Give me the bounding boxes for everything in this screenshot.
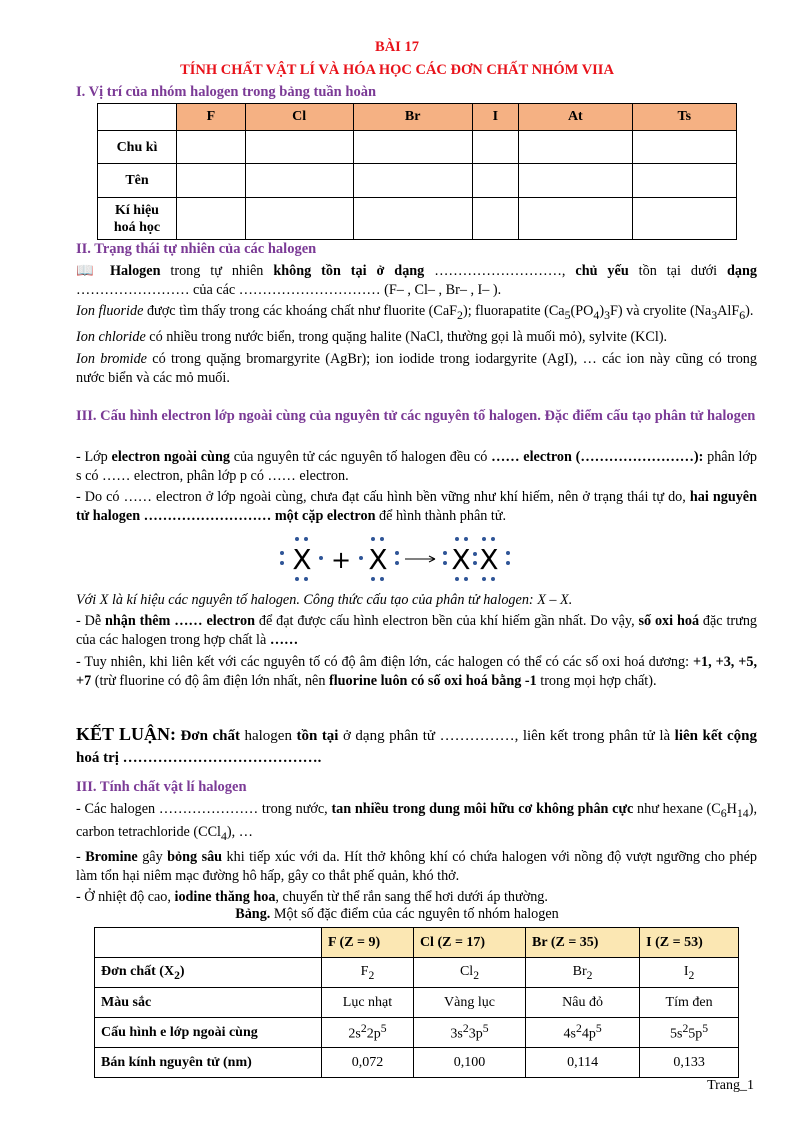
- lewis-plus: +: [330, 546, 352, 574]
- table2-cell: 0,100: [413, 1048, 525, 1078]
- table1-col-f: F: [177, 104, 246, 131]
- conclusion-label: KẾT LUẬN:: [76, 724, 176, 744]
- table1-cell[interactable]: [353, 131, 472, 164]
- table1-col-at: At: [519, 104, 632, 131]
- book-icon: 📖: [76, 263, 101, 279]
- section3-para-4: - Tuy nhiên, khi liên kết với các nguyên tố có độ âm điện lớn, các halogen có thể có các số oxi hoá dương: +1, +3, +5, +7 (trừ fluorine có độ âm điện lớn nhất, nên fluorine luôn có số oxi hoá bằng -1 trong mọi hợp chất).: [76, 654, 757, 689]
- section2-heading: II. Trạng thái tự nhiên của các halogen: [76, 241, 317, 257]
- table2-col-br: Br (Z = 35): [526, 928, 640, 958]
- table1-cell[interactable]: [245, 131, 353, 164]
- periodic-position-table: [97, 103, 737, 240]
- table-row: [95, 1018, 739, 1048]
- table1-cell[interactable]: [353, 164, 472, 198]
- table1-cell[interactable]: [632, 131, 736, 164]
- section2-para-4: Ion bromide có trong quặng bromargyrite (AgBr); ion iodide trong iodargyrite (AgI), … các ion này cũng có trong nước biển và các mỏ muối.: [76, 350, 757, 386]
- row-label-config: Cấu hình e lớp ngoài cùng: [95, 1018, 322, 1048]
- table1-col-i: I: [472, 104, 518, 131]
- structure-note: Với X là kí hiệu các nguyên tố halogen. Công thức cấu tạo của phân tử halogen: X – X.: [76, 592, 573, 608]
- table2-col-i: I (Z = 53): [640, 928, 739, 958]
- table1-row-name: Tên: [98, 164, 177, 198]
- table2-cell: $I_2$: [640, 958, 739, 988]
- section2-para-3: Ion chloride có nhiều trong nước biển, trong quặng halite (NaCl, thường gọi là muối mỏ), sylvite (KCl).: [76, 328, 668, 345]
- table1-cell[interactable]: [177, 131, 246, 164]
- table1-row-symbol: Kí hiệu hoá học: [98, 198, 177, 240]
- table1-cell[interactable]: [245, 198, 353, 240]
- section3-heading: III. Cấu hình electron lớp ngoài cùng của nguyên tử các nguyên tố halogen. Đặc điểm cấu tạo phân tử halogen: [76, 408, 756, 424]
- table1-col-br: Br: [353, 104, 472, 131]
- table1-cell[interactable]: [177, 164, 246, 198]
- table2-cell: $2s^22p^5$: [322, 1018, 414, 1048]
- lewis-svg: [277, 535, 517, 583]
- table1-row-period: Chu kì: [98, 131, 177, 164]
- electron-dots: [280, 537, 510, 581]
- table1-col-cl: Cl: [245, 104, 353, 131]
- section3-body-2: [76, 591, 757, 691]
- table2-col-cl: Cl (Z = 17): [413, 928, 525, 958]
- table2-corner: [95, 928, 322, 958]
- section4-para-2: - Bromine gây bỏng sâu khi tiếp xúc với da. Hít thở không khí có chứa halogen với nồng độ vượt ngưỡng cho phép làm tổn hại niêm mạc đường hô hấp, gây co thắt phế quản, khó thở.: [76, 848, 757, 884]
- table-row: [95, 988, 739, 1018]
- table2-cell: 0,072: [322, 1048, 414, 1078]
- section3-para-1: - Lớp electron ngoài cùng của nguyên tử các nguyên tố halogen đều có …… electron (……………………): phân lớp s có …… electron, phân lớp p có …… electron.: [76, 449, 757, 484]
- table1-cell[interactable]: [519, 198, 632, 240]
- table2-col-f: F (Z = 9): [322, 928, 414, 958]
- page-number: Trang_1: [707, 1078, 754, 1093]
- table1-cell[interactable]: [632, 164, 736, 198]
- table1-cell[interactable]: [177, 198, 246, 240]
- section3-para-2: - Do có …… electron ở lớp ngoài cùng, chưa đạt cấu hình bền vững như khí hiếm, nên ở trạng thái tự do, hai nguyên tử halogen ……………………… một cặp electron để hình thành phân tử.: [76, 489, 757, 524]
- section2-body: [76, 262, 757, 388]
- table2-cell: 0,133: [640, 1048, 739, 1078]
- lesson-title: TÍNH CHẤT VẬT LÍ VÀ HÓA HỌC CÁC ĐƠN CHẤT NHÓM VIIA: [180, 62, 614, 78]
- table2-cell: $Cl_2$: [413, 958, 525, 988]
- section3-body: [76, 448, 757, 526]
- lewis-diagram: [0, 535, 794, 583]
- section4-heading: III. Tính chất vật lí halogen: [76, 779, 247, 795]
- table2-caption: Bảng. Một số đặc điểm của các nguyên tố nhóm halogen: [235, 906, 559, 922]
- section2-para-2: Ion fluoride được tìm thấy trong các khoáng chất như fluorite (CaF$_2$); fluorapatite $(Ca_5(PO_4)_3F)$ và cryolite $(Na_3AlF_6)$.: [76, 303, 754, 322]
- table2-cell: $F_2$: [322, 958, 414, 988]
- table1-cell[interactable]: [519, 131, 632, 164]
- table1-cell[interactable]: [519, 164, 632, 198]
- table2-cell: $3s^23p^5$: [413, 1018, 525, 1048]
- table1-cell[interactable]: [245, 164, 353, 198]
- row-label-radius: Bán kính nguyên tử (nm): [95, 1048, 322, 1078]
- row-label-substance: Đơn chất $(X_2)$: [95, 958, 322, 988]
- lewis-x-2: X: [368, 543, 388, 576]
- section4-para-1: - Các halogen ………………… trong nước, tan nhiều trong dung môi hữu cơ không phân cực như hexane $(C_6H_{14})$, carbon tetrachloride (CCl$_4$), …: [76, 801, 757, 843]
- lewis-x-4: X: [479, 543, 499, 576]
- lesson-number: BÀI 17: [375, 39, 419, 55]
- table1-cell[interactable]: [472, 131, 518, 164]
- row-label-color: Màu sắc: [95, 988, 322, 1018]
- table2-cell: $4s^24p^5$: [526, 1018, 640, 1048]
- table2-cell: $5s^25p^5$: [640, 1018, 739, 1048]
- table2-cell: Tím đen: [640, 988, 739, 1018]
- table1-cell[interactable]: [632, 198, 736, 240]
- section1-heading: I. Vị trí của nhóm halogen trong bảng tuần hoàn: [76, 84, 377, 100]
- lewis-x-3: X: [451, 543, 471, 576]
- halogen-properties-table: [94, 927, 739, 1078]
- section2-para-1: 📖 Halogen trong tự nhiên không tồn tại ở dạng ………………………, chủ yếu tồn tại dưới dạng …………………… của các ………………………… (F– , Cl– , Br– , I– ).: [76, 263, 758, 298]
- section4-para-3: - Ở nhiệt độ cao, iodine thăng hoa, chuyển từ thể rắn sang thể hơi dưới áp thường.: [76, 888, 548, 905]
- lewis-x-1: X: [292, 543, 312, 576]
- table1-cell[interactable]: [472, 198, 518, 240]
- conclusion: KẾT LUẬN: Đơn chất halogen tồn tại ở dạng phân tử ……………, liên kết trong phân tử là liên kết cộng hoá trị ………………………………….: [76, 724, 758, 766]
- table1-cell[interactable]: [353, 198, 472, 240]
- section4-body: [76, 800, 757, 907]
- table-row: [95, 1048, 739, 1078]
- table1-corner: [98, 104, 177, 131]
- table2-cell: 0,114: [526, 1048, 640, 1078]
- table2-cell: Vàng lục: [413, 988, 525, 1018]
- table1-col-ts: Ts: [632, 104, 736, 131]
- table-row: [95, 958, 739, 988]
- table2-cell: Nâu đỏ: [526, 988, 640, 1018]
- table1-cell[interactable]: [472, 164, 518, 198]
- section3-para-3: - Dễ nhận thêm …… electron để đạt được cấu hình electron bền của khí hiếm gần nhất. Do vậy, số oxi hoá đặc trưng của các halogen trong hợp chất là ……: [76, 613, 758, 648]
- table2-cell: Lục nhạt: [322, 988, 414, 1018]
- table2-cell: $Br_2$: [526, 958, 640, 988]
